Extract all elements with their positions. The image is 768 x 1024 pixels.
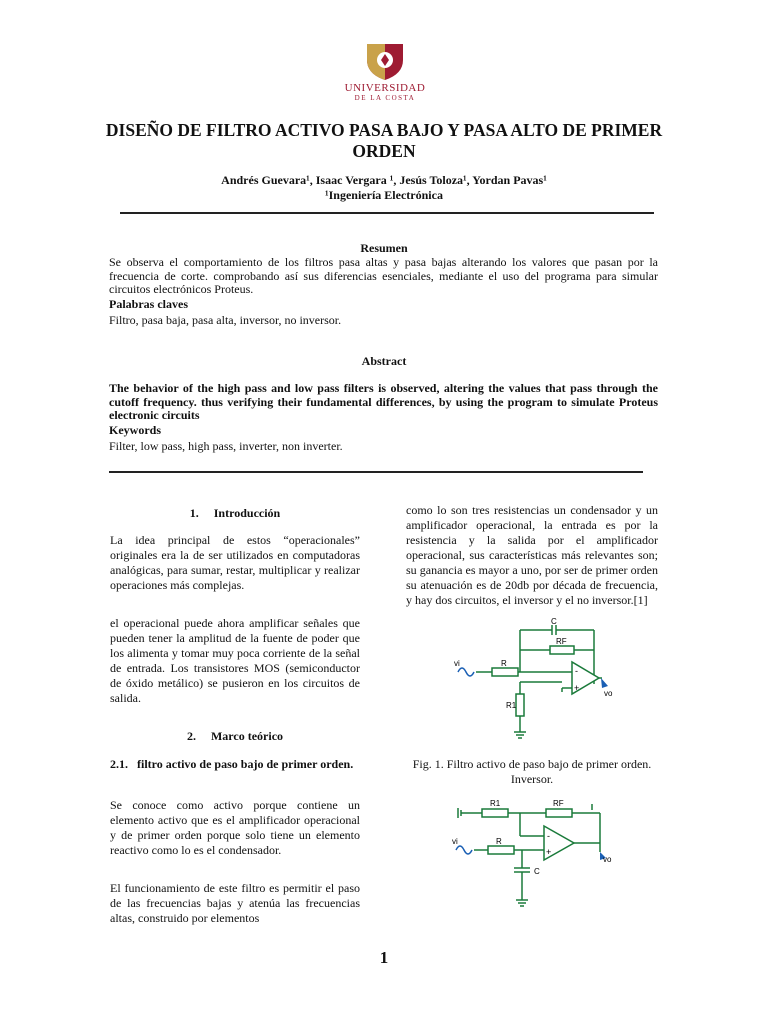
abstract-heading: Abstract [361, 354, 407, 368]
divider-top [120, 212, 654, 214]
logo-line2: DE LA COSTA [354, 94, 416, 102]
figure-1-circuit [454, 617, 613, 742]
palabras-claves-heading: Palabras claves [109, 297, 188, 311]
page-number: 1 [379, 948, 389, 967]
authors: Andrés Guevara¹, Isaac Vergara ¹, Jesús Toloza¹, Yordan Pavas¹ [221, 173, 547, 187]
keywords: Filter, low pass, high pass, inverter, non inverter. [109, 439, 343, 453]
marco-paragraph-2: El funcionamiento de este filtro es permitir el paso de las frecuencias bajas y atenúa las frecuencias altas, construido por elementos [110, 881, 360, 925]
university-logo [332, 38, 438, 106]
label-minus: - [575, 666, 578, 676]
label-vo-2: vo [603, 855, 612, 864]
subsection-heading: 2.1. filtro activo de paso bajo de primer orden. [110, 757, 354, 771]
logo-line1: UNIVERSIDAD [344, 82, 426, 94]
intro-paragraph-2: el operacional puede ahora amplificar señales que pueden tener la amplitud de la fuente de poder que los alimenta y tomar muy poca corriente de la señal de entrada. Los transistores MOS (semiconductor de óxido metálico) se pusieron en los circuitos de salida. [110, 616, 360, 705]
label-r1-2: R1 [490, 799, 501, 808]
figure-2-circuit [452, 796, 612, 912]
right-paragraph: como lo son tres resistencias un condensador y un amplificador operacional, la entrada es por la resistencia y la salida por el amplificador operacional, sus características más relevantes son; su ganancia es mayor a uno, por ser de primer orden su atenuación es de 20db por década de frecuencia, y hay dos circuitos, el inversor y el no inversor.[1] [406, 503, 658, 607]
figure-1-caption: Fig. 1. Filtro activo de paso bajo de primer orden. Inversor. [412, 757, 652, 786]
intro-paragraph-1: La idea principal de estos “operacionales” originales era la de ser utilizados en computadoras analógicas, para sumar, restar, multiplicar y realizar operaciones más complejas. [110, 533, 360, 592]
keywords-heading: Keywords [109, 423, 161, 437]
label-rf-2: RF [553, 799, 564, 808]
label-r-2: R [496, 837, 502, 846]
sine-source-icon [458, 668, 474, 676]
label-r1: R1 [506, 701, 517, 710]
label-vi: vi [454, 659, 460, 668]
department: ¹Ingeniería Electrónica [325, 188, 443, 202]
resumen-heading: Resumen [360, 241, 408, 255]
label-minus-2: - [547, 831, 550, 841]
marco-heading: 2. Marco teórico [186, 729, 284, 743]
label-r: R [501, 659, 507, 668]
label-c: C [551, 617, 557, 626]
label-vo: vo [604, 689, 613, 698]
shield-icon [332, 38, 438, 82]
abstract-text: The behavior of the high pass and low pass filters is observed, altering the values that pass through the cutoff frequency. thus verifying their fundamental differences, by using the program to simulate Proteus electronic circuits [109, 381, 658, 423]
label-vi-2: vi [452, 837, 458, 846]
label-rf: RF [556, 637, 567, 646]
label-plus-2: + [546, 847, 552, 857]
paper-title: DISEÑO DE FILTRO ACTIVO PASA BAJO Y PASA ALTO DE PRIMER ORDEN [105, 120, 663, 161]
label-c-2: C [534, 867, 540, 876]
label-plus: + [574, 683, 580, 693]
resumen-text: Se observa el comportamiento de los filtros pasa altas y pasa bajas alterando los valores que pasan por la frecuencia de corte. comprobando así sus diferencias esenciales, mediante el uso del programa para simular circuitos electrónicos Proteus. [109, 255, 658, 297]
marco-paragraph-1: Se conoce como activo porque contiene un elemento activo que es el amplificador operacional y de primer orden porque solo tiene un elemento reactivo como lo es el condensador. [110, 798, 360, 857]
palabras-claves: Filtro, pasa baja, pasa alta, inversor, no inversor. [109, 313, 342, 327]
intro-heading: 1. Introducción [189, 506, 281, 520]
sine-source-icon-2 [456, 846, 472, 854]
divider-bottom [109, 471, 643, 473]
